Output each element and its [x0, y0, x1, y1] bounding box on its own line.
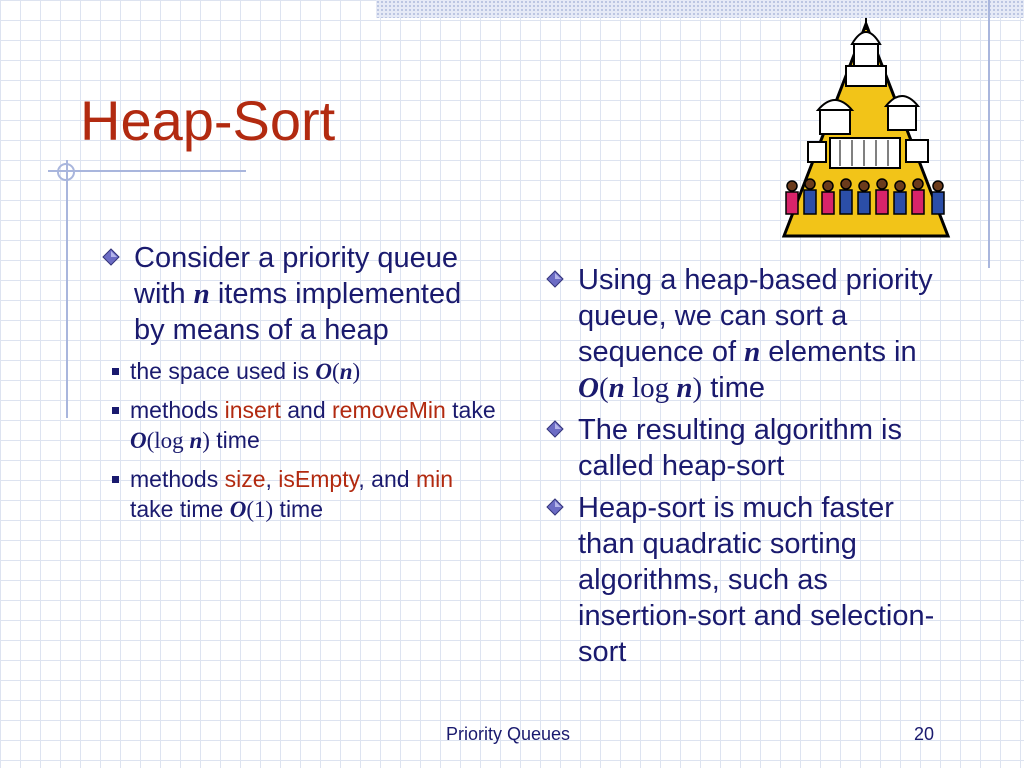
sub-bullet-text: the space used is [130, 358, 316, 384]
page-number: 20 [914, 724, 935, 744]
sub-bullet-text: take time [130, 496, 230, 522]
bullet-text: elements in [760, 336, 917, 368]
math-n: n [339, 359, 353, 384]
bullet-heap-based-sort [542, 262, 952, 406]
sub-bullet-text: time [209, 427, 260, 453]
crosshair-ornament-icon [54, 160, 78, 184]
math-big-o: O [578, 372, 599, 404]
bullet-text: The resulting algorithm is called heap-sort [578, 414, 902, 482]
sub-bullet-text: take [445, 397, 496, 423]
bullet-text: Consider a priority queue with [134, 242, 459, 310]
left-vertical-rule [66, 160, 68, 418]
sub-bullet-text: and [280, 397, 333, 423]
keyword-size: size [224, 466, 266, 492]
bullet-text: Using a heap-based priority queue, we can sort a sequence of [578, 264, 933, 368]
math-paren: ( [332, 359, 340, 384]
sub-bullet-size-isempty-min [98, 464, 498, 525]
left-column [98, 240, 498, 525]
math-log: log [624, 372, 677, 404]
capitol-pyramid-clipart [780, 14, 952, 240]
sub-bullet-text: , [358, 466, 365, 492]
sub-bullet-text: and [364, 466, 416, 492]
right-vertical-rule [988, 0, 990, 268]
sub-bullet-text: time [273, 496, 324, 522]
diamond-bullet-icon [546, 270, 564, 288]
diamond-bullet-icon [102, 248, 120, 266]
variable-n: n [193, 278, 210, 310]
square-bullet-icon [112, 476, 119, 483]
slide-title: Heap-Sort [80, 89, 336, 152]
math-paren: ( [598, 372, 609, 404]
keyword-insert: insert [224, 397, 281, 423]
diamond-bullet-icon [546, 498, 564, 516]
right-column [542, 262, 952, 670]
variable-n: n [744, 336, 761, 368]
bullet-resulting-algorithm [542, 412, 952, 484]
bullet-text: Heap-sort is much faster than quadratic sorting algorithms, such as insertion-sort and selection-sort [578, 492, 935, 668]
sub-bullet-space [98, 356, 498, 387]
square-bullet-icon [112, 368, 119, 375]
bullet-priority-queue [98, 240, 498, 348]
keyword-removemin: removeMin [332, 397, 446, 423]
math-n: n [608, 372, 625, 404]
math-big-o: O [130, 428, 147, 453]
sub-bullet-insert-removemin [98, 395, 498, 456]
sub-bullet-text: , [265, 466, 279, 492]
keyword-min: min [415, 466, 453, 492]
math-paren: ) [692, 372, 703, 404]
math-n: n [676, 372, 693, 404]
keyword-isempty: isEmpty [278, 466, 359, 492]
bullet-text: time [702, 372, 765, 404]
math-n: n [189, 428, 203, 453]
math-big-o: O [315, 359, 333, 384]
diamond-bullet-icon [546, 420, 564, 438]
math-paren: ) [202, 428, 210, 453]
math-log: (log [146, 428, 190, 453]
square-bullet-icon [112, 407, 119, 414]
bullet-text: items implemented by means of a heap [134, 278, 462, 346]
footer-title: Priority Queues [446, 724, 571, 744]
math-big-o: O [229, 497, 247, 522]
math-paren: ) [352, 359, 361, 384]
sub-bullet-text: methods [130, 466, 225, 492]
math-paren-one: (1) [246, 497, 274, 522]
bullet-faster-than-quadratic [542, 490, 952, 670]
sub-bullet-text: methods [130, 397, 225, 423]
